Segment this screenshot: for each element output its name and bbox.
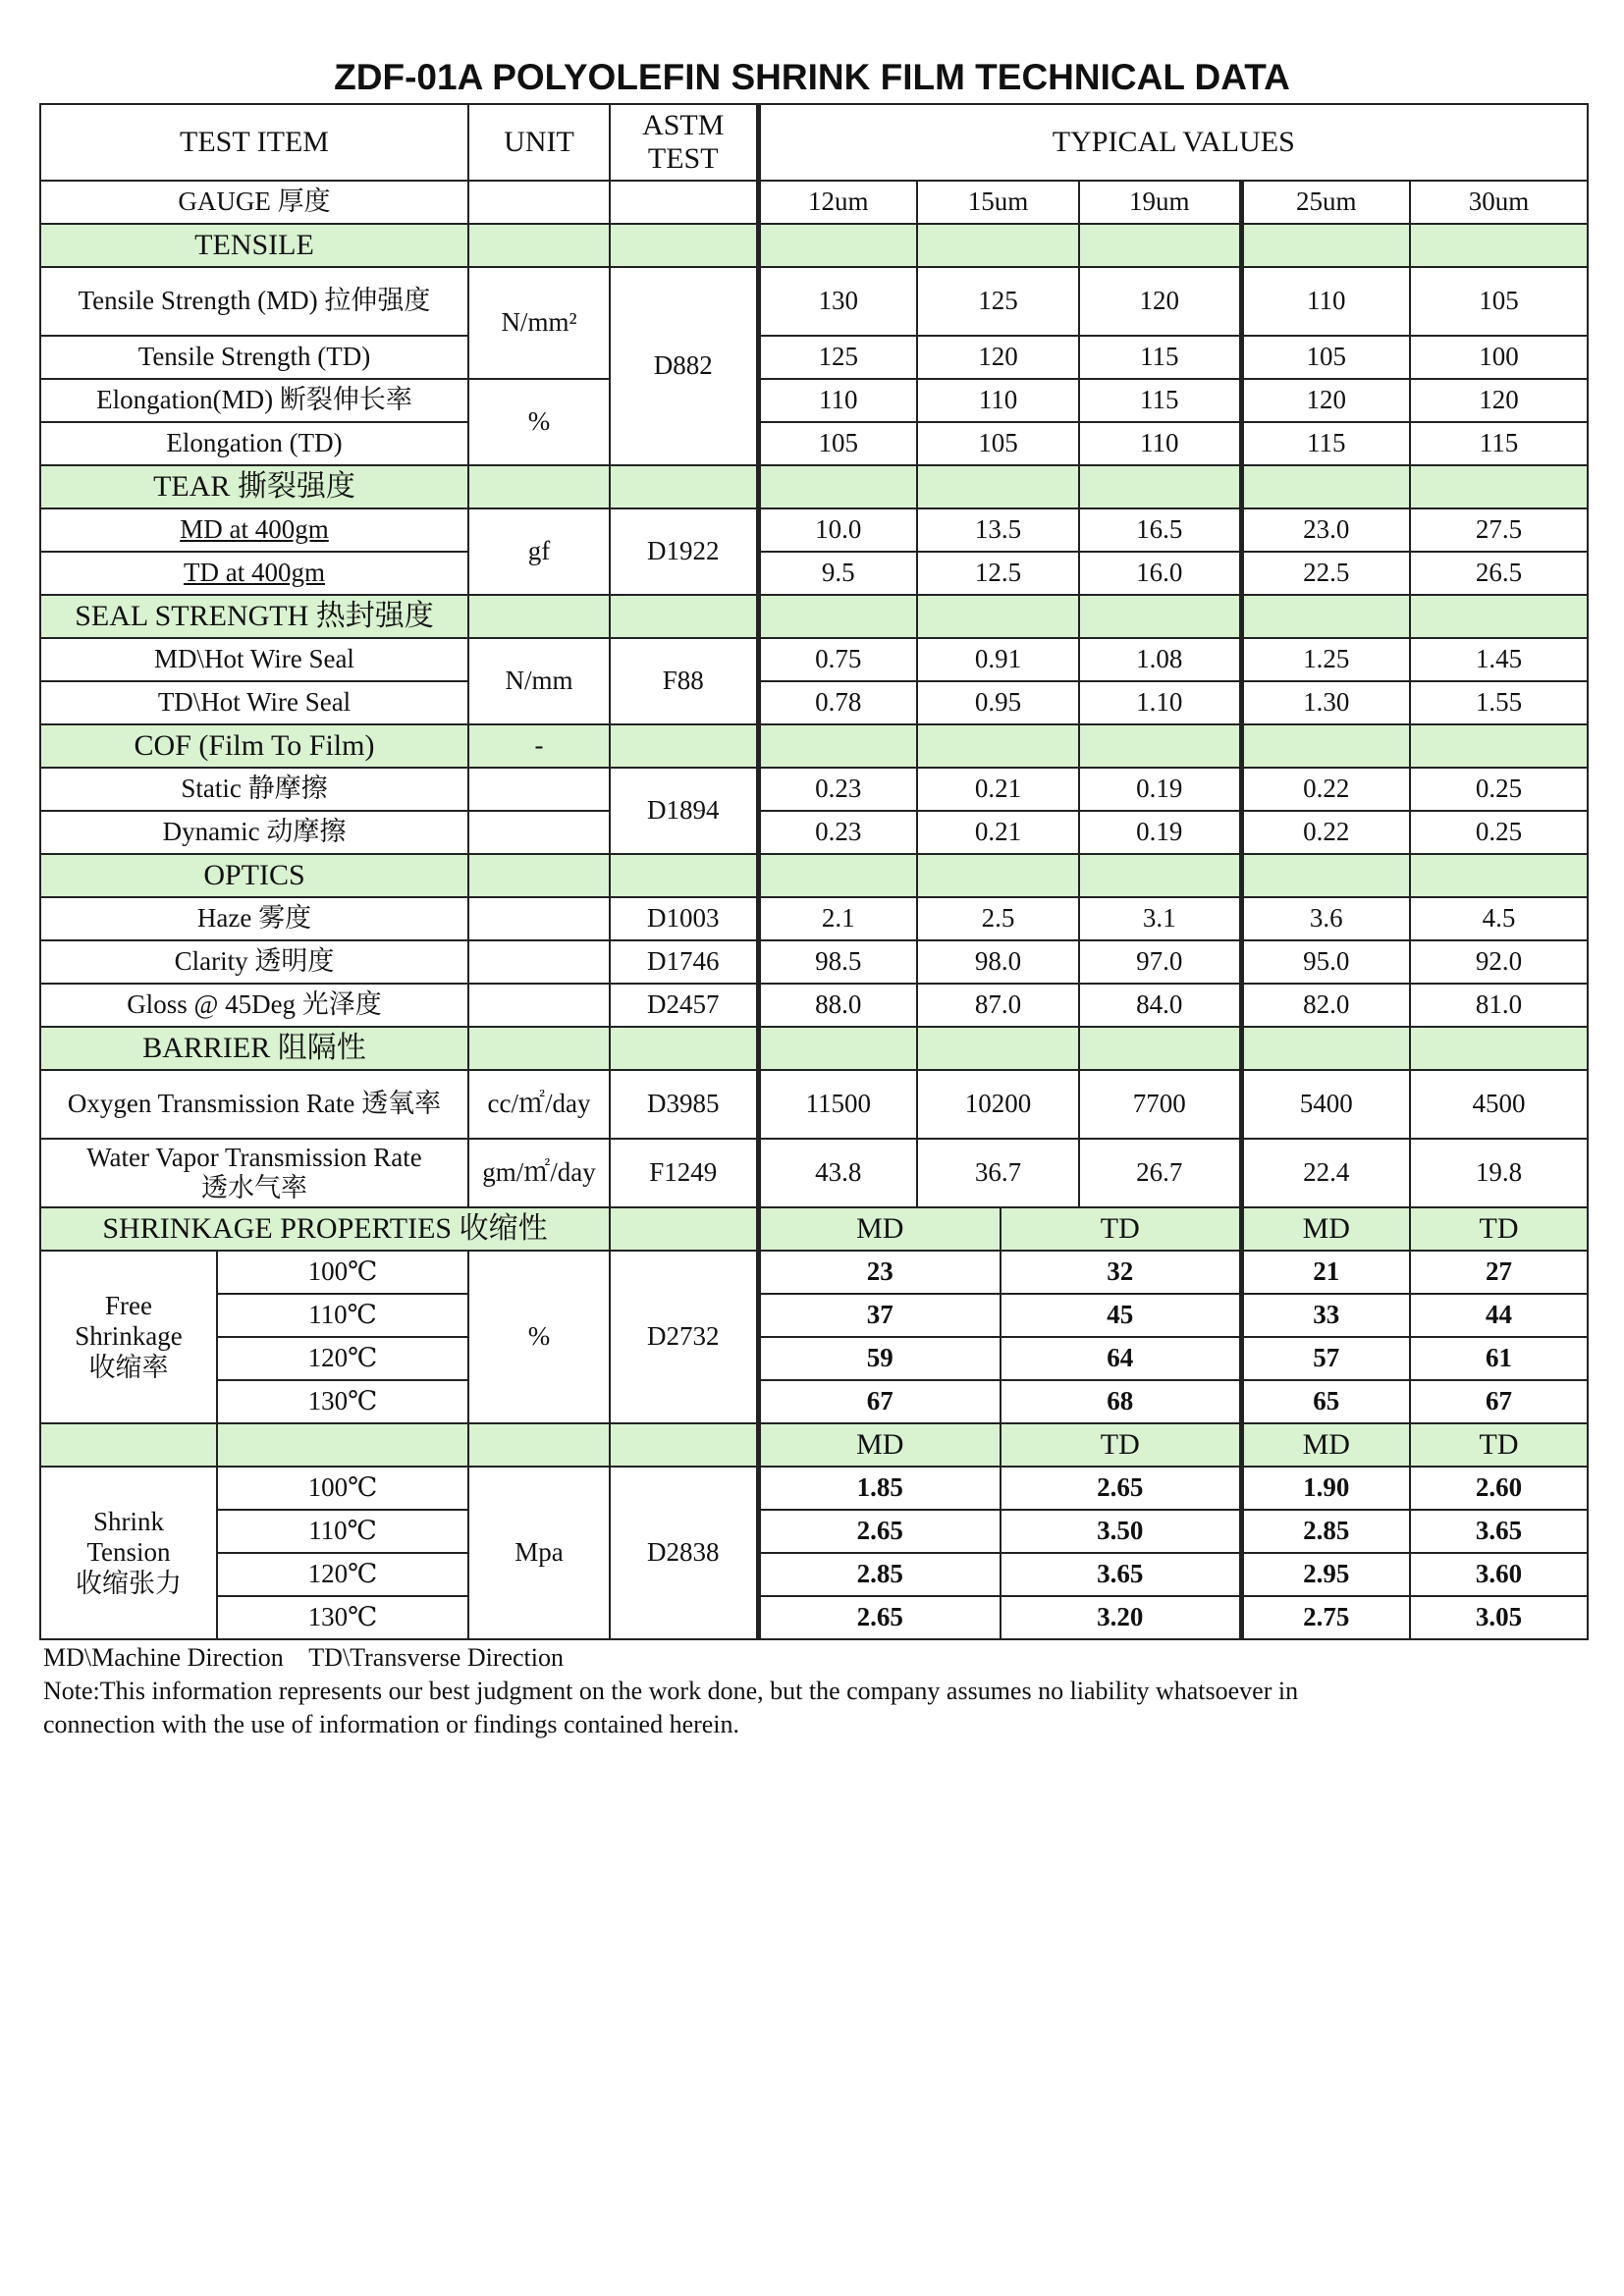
unit-cell: gm/㎡/day <box>468 1139 610 1207</box>
section-title: COF (Film To Film) <box>40 724 468 768</box>
table-row: Elongation(MD) 断裂伸长率 % 110 110 115 120 120 <box>40 379 1588 422</box>
table-row: TD\Hot Wire Seal 0.78 0.95 1.10 1.30 1.55 <box>40 681 1588 724</box>
section-title: OPTICS <box>40 854 468 897</box>
astm-cell: D1922 <box>610 508 758 595</box>
row-label: Elongation(MD) 断裂伸长率 <box>40 379 468 422</box>
gauge-value: 15um <box>917 181 1079 224</box>
free-shrinkage-label: Free Shrinkage 收缩率 <box>40 1251 217 1423</box>
gauge-row <box>40 181 1588 224</box>
astm-cell: D2457 <box>610 984 758 1027</box>
gauge-value: 19um <box>1079 181 1241 224</box>
gauge-value: 25um <box>1241 181 1410 224</box>
table-row: Shrink Tension 收缩张力 100℃ Mpa D2838 1.85 2.65 1.90 2.60 <box>40 1467 1588 1510</box>
row-label: Clarity 透明度 <box>40 940 468 984</box>
row-label: Dynamic 动摩擦 <box>40 811 468 854</box>
temperature-cell: 100℃ <box>217 1467 468 1510</box>
astm-cell: D1746 <box>610 940 758 984</box>
table-row: Free Shrinkage 收缩率 100℃ % D2732 23 32 21 27 <box>40 1251 1588 1294</box>
table-row: 130℃ 2.65 3.20 2.75 3.05 <box>40 1596 1588 1639</box>
astm-cell: D1003 <box>610 897 758 940</box>
direction-header: MD <box>758 1207 1001 1251</box>
table-row: Water Vapor Transmission Rate 透水气率 gm/㎡/day F1249 43.8 36.7 26.7 22.4 19.8 <box>40 1139 1588 1207</box>
table-row: MD at 400gm gf D1922 10.0 13.5 16.5 23.0 27.5 <box>40 508 1588 552</box>
astm-cell: D2838 <box>610 1467 758 1639</box>
test-item-header: TEST ITEM <box>40 104 468 181</box>
section-row-seal <box>40 595 1588 638</box>
astm-cell: D2732 <box>610 1251 758 1423</box>
section-row-tensile <box>40 224 1588 267</box>
direction-header: TD <box>1410 1207 1588 1251</box>
row-label: Gloss @ 45Deg 光泽度 <box>40 984 468 1027</box>
unit-cell: N/mm² <box>468 267 610 379</box>
unit-cell: Mpa <box>468 1467 610 1639</box>
row-label: Static 静摩擦 <box>40 768 468 811</box>
row-label: Tensile Strength (TD) <box>40 336 468 379</box>
section-title: SHRINKAGE PROPERTIES 收缩性 <box>40 1207 610 1251</box>
astm-cell: F1249 <box>610 1139 758 1207</box>
notes-section <box>43 1641 1575 1741</box>
typical-values-header: TYPICAL VALUES <box>758 104 1588 181</box>
table-row: Static 静摩擦 D1894 0.23 0.21 0.19 0.22 0.25 <box>40 768 1588 811</box>
row-label: TD\Hot Wire Seal <box>40 681 468 724</box>
temperature-cell: 120℃ <box>217 1337 468 1380</box>
table-row: 130℃ 67 68 65 67 <box>40 1380 1588 1423</box>
table-row: 110℃ 2.65 3.50 2.85 3.65 <box>40 1510 1588 1553</box>
table-row: MD\Hot Wire Seal N/mm F88 0.75 0.91 1.08 1.25 1.45 <box>40 638 1588 681</box>
unit-cell: - <box>468 724 610 768</box>
astm-cell: D3985 <box>610 1070 758 1139</box>
astm-cell: F88 <box>610 638 758 724</box>
temperature-cell: 120℃ <box>217 1553 468 1596</box>
astm-cell: D882 <box>610 267 758 465</box>
section-row-optics <box>40 854 1588 897</box>
section-title: BARRIER 阻隔性 <box>40 1027 468 1070</box>
header-row <box>40 104 1588 181</box>
unit-header: UNIT <box>468 104 610 181</box>
section-title: TEAR 撕裂强度 <box>40 465 468 508</box>
row-label: MD at 400gm <box>40 508 468 552</box>
shrink-tension-label: Shrink Tension 收缩张力 <box>40 1467 217 1639</box>
page-title: ZDF-01A POLYOLEFIN SHRINK FILM TECHNICAL DATA <box>334 57 1290 97</box>
row-label: Elongation (TD) <box>40 422 468 465</box>
unit-cell: N/mm <box>468 638 610 724</box>
technical-data-table <box>39 103 1587 1640</box>
temperature-cell: 130℃ <box>217 1596 468 1639</box>
gauge-label: GAUGE 厚度 <box>40 181 468 224</box>
disclaimer-line: Note:This information represents our best judgment on the work done, but the company assumes no liability whatsoever in <box>43 1677 1299 1705</box>
unit-cell: % <box>468 1251 610 1423</box>
table-row: Dynamic 动摩擦 0.23 0.21 0.19 0.22 0.25 <box>40 811 1588 854</box>
row-label: MD\Hot Wire Seal <box>40 638 468 681</box>
section-row-barrier <box>40 1027 1588 1070</box>
table-row: Haze 雾度 D1003 2.1 2.5 3.1 3.6 4.5 <box>40 897 1588 940</box>
direction-header: TD <box>1001 1423 1241 1467</box>
unit-cell: cc/㎡/day <box>468 1070 610 1139</box>
section-row-cof <box>40 724 1588 768</box>
temperature-cell: 130℃ <box>217 1380 468 1423</box>
row-label: TD at 400gm <box>40 552 468 595</box>
row-label: Haze 雾度 <box>40 897 468 940</box>
table-row: Oxygen Transmission Rate 透氧率 cc/㎡/day D3985 11500 10200 7700 5400 4500 <box>40 1070 1588 1139</box>
section-title: TENSILE <box>40 224 468 267</box>
section-row-shrinkage <box>40 1207 1588 1251</box>
temperature-cell: 100℃ <box>217 1251 468 1294</box>
table-row: 110℃ 37 45 33 44 <box>40 1294 1588 1337</box>
table-row: TD at 400gm 9.5 12.5 16.0 22.5 26.5 <box>40 552 1588 595</box>
direction-header: MD <box>758 1423 1001 1467</box>
table-row: Tensile Strength (TD) 125 120 115 105 100 <box>40 336 1588 379</box>
table-row: Elongation (TD) 105 105 110 115 115 <box>40 422 1588 465</box>
gauge-value: 12um <box>758 181 917 224</box>
section-row-tear <box>40 465 1588 508</box>
temperature-cell: 110℃ <box>217 1510 468 1553</box>
table-row: 120℃ 59 64 57 61 <box>40 1337 1588 1380</box>
direction-header: MD <box>1241 1207 1410 1251</box>
section-title: SEAL STRENGTH 热封强度 <box>40 595 468 638</box>
table-row: 120℃ 2.85 3.65 2.95 3.60 <box>40 1553 1588 1596</box>
row-label: Water Vapor Transmission Rate 透水气率 <box>40 1139 468 1207</box>
table-row: Tensile Strength (MD) 拉伸强度 N/mm² D882 130 125 120 110 105 <box>40 267 1588 336</box>
direction-header-row <box>40 1423 1588 1467</box>
table-row: Gloss @ 45Deg 光泽度 D2457 88.0 87.0 84.0 82.0 81.0 <box>40 984 1588 1027</box>
direction-header: TD <box>1001 1207 1241 1251</box>
temperature-cell: 110℃ <box>217 1294 468 1337</box>
table-row: Clarity 透明度 D1746 98.5 98.0 97.0 95.0 92.0 <box>40 940 1588 984</box>
unit-cell: % <box>468 379 610 465</box>
disclaimer-line: connection with the use of information or findings contained herein. <box>43 1710 740 1738</box>
gauge-value: 30um <box>1410 181 1588 224</box>
astm-header: ASTM TEST <box>610 104 758 181</box>
row-label: Oxygen Transmission Rate 透氧率 <box>40 1070 468 1139</box>
astm-cell: D1894 <box>610 768 758 854</box>
direction-legend: MD\Machine Direction TD\Transverse Direction <box>43 1643 565 1672</box>
direction-header: TD <box>1410 1423 1588 1467</box>
row-label: Tensile Strength (MD) 拉伸强度 <box>40 267 468 336</box>
unit-cell: gf <box>468 508 610 595</box>
direction-header: MD <box>1241 1423 1410 1467</box>
